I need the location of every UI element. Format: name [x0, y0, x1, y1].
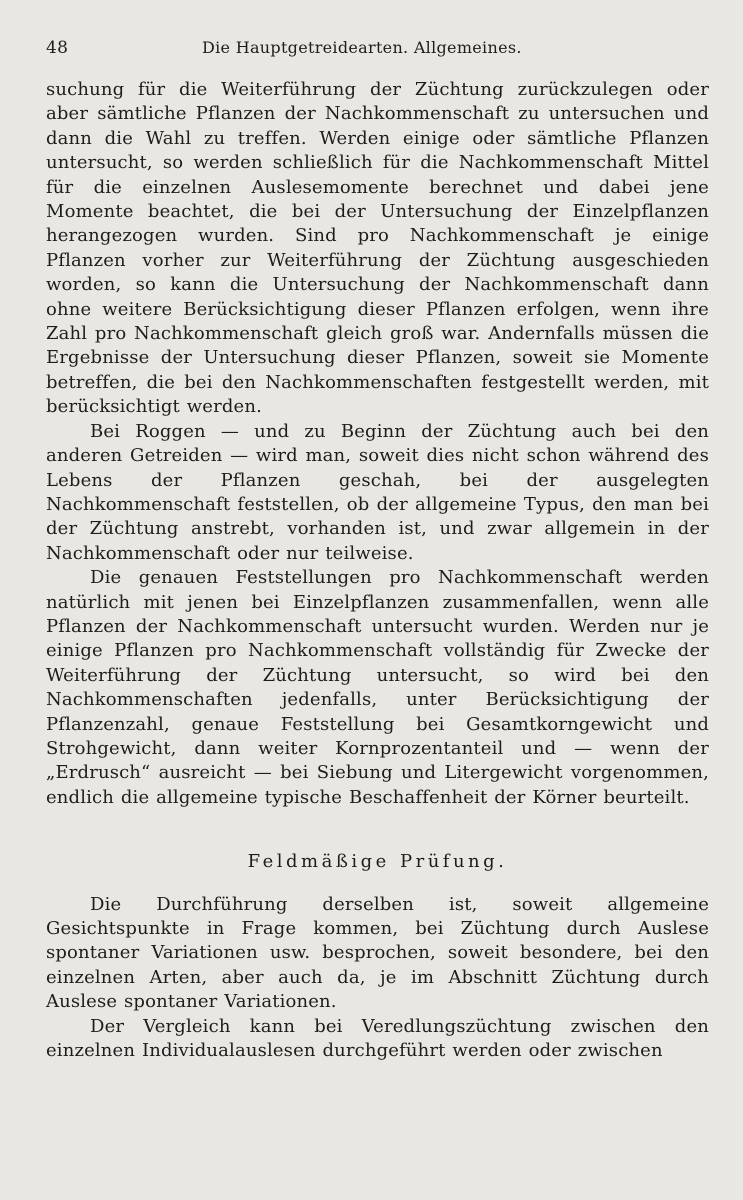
paragraph-feststellungen: Die genauen Feststellungen pro Nachkommenschaft werden natürlich mit jenen bei Einzelpflanzen zusammenfallen, wenn alle Pflanzen der Nachkommenschaft untersucht wurden. Werden nur je einige Pflanzen pro Nachkommenschaft vollständig für Zwecke der Weiterführung der Züchtung untersucht, so wird bei den Nachkommenschaften jedenfalls, unter Berücksichtigung der Pflanzenzahl, genaue Feststellung bei Gesamtkorngewicht und Strohgewicht, dann weiter Kornprozentanteil und — wenn der „Erdrusch“ ausreicht — bei Siebung und Litergewicht vorgenommen, endlich die allgemeine typische Beschaffenheit der Körner beurteilt.	[46, 567, 709, 808]
section-heading: Feldmäßige Prüfung.	[247, 851, 508, 873]
page-number: 48	[46, 38, 69, 58]
page-header	[46, 38, 709, 78]
paragraph-roggen: Bei Roggen — und zu Beginn der Züchtung auch bei den anderen Getreiden — wird man, soweit dies nicht schon während des Lebens der Pflanzen geschah, bei der ausgelegten Nachkommenschaft feststellen, ob der allgemeine Typus, den man bei der Züchtung anstrebt, vorhanden ist, und zwar allgemein in der Nachkommenschaft oder nur teilweise.	[46, 420, 709, 564]
paragraph-durchfuehrung: Die Durchführung derselben ist, soweit allgemeine Gesichtspunkte in Frage kommen, bei Züchtung durch Auslese spontaner Variationen usw. besprochen, soweit besondere, bei den einzelnen Arten, aber auch da, je im Abschnitt Züchtung durch Auslese spontaner Variationen.	[46, 893, 709, 1013]
main-text	[46, 78, 709, 1063]
running-title: Die Hauptgetreidearten. Allgemeines.	[202, 38, 522, 57]
paragraph-vergleich: Der Vergleich kann bei Veredlungszüchtung zwischen den einzelnen Individualauslesen durchgeführt werden oder zwischen	[46, 1015, 709, 1062]
paragraph-continuation: suchung für die Weiterführung der Züchtung zurückzulegen oder aber sämtliche Pflanzen der Nachkommenschaft zu untersuchen und dann die Wahl zu treffen. Werden einige oder sämtliche Pflanzen untersucht, so werden schließlich für die Nachkommenschaft Mittel für die einzelnen Auslesemomente berechnet und dabei jene Momente beachtet, die bei der Untersuchung der Einzelpflanzen herangezogen wurden. Sind pro Nachkommenschaft je einige Pflanzen vorher zur Weiterführung der Züchtung ausgeschieden worden, so kann die Untersuchung der Nachkommenschaft dann ohne weitere Berücksichtigung dieser Pflanzen erfolgen, wenn ihre Zahl pro Nachkommenschaft gleich groß war. Andernfalls müssen die Ergebnisse der Untersuchung dieser Pflanzen, soweit sie Momente betreffen, die bei den Nachkommenschaften festgestellt werden, mit berücksichtigt werden.	[46, 79, 709, 418]
